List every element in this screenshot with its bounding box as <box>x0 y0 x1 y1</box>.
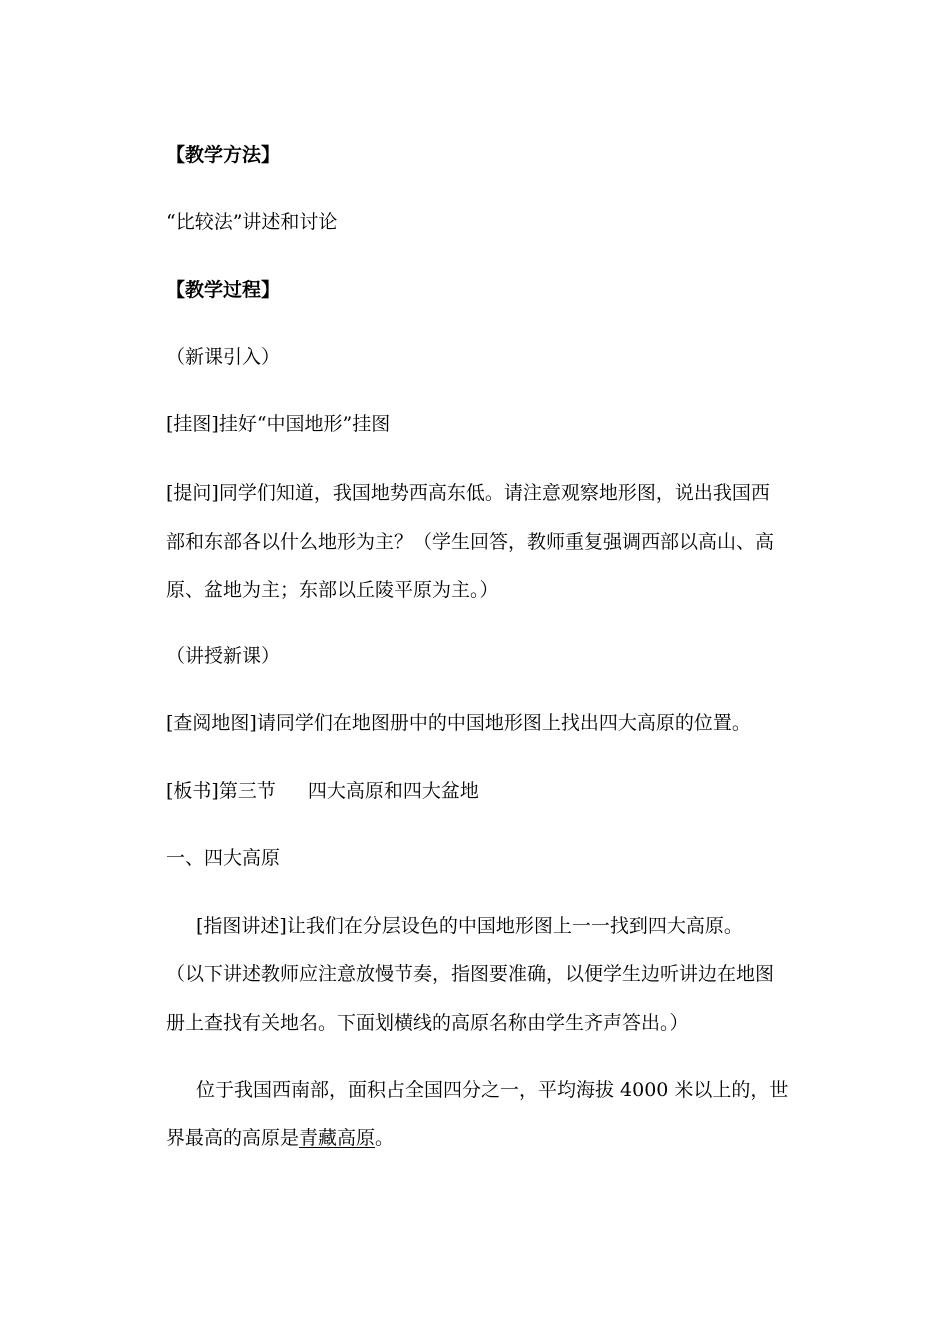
question-line-1: [提问]同学们知道，我国地势西高东低。请注意观察地形图，说出我国西 <box>166 482 770 504</box>
four-plateaus-subheading: 一、四大高原 <box>166 847 281 869</box>
new-lesson-label: （讲授新课） <box>166 645 281 667</box>
teaching-method-text: “比较法”讲述和讨论 <box>166 211 338 233</box>
blackboard-tag: [板书]第三节 <box>166 780 276 802</box>
teaching-method-heading: 【教学方法】 <box>166 144 281 166</box>
qinghai-line-2-suffix: 。 <box>375 1127 395 1149</box>
blackboard-title: 四大高原和四大盆地 <box>307 780 479 802</box>
pointing-line-2: （以下讲述教师应注意放慢节奏，指图要准确，以便学生边听讲边在地图 <box>166 963 775 985</box>
lookup-map-line: [查阅地图]请同学们在地图册中的中国地形图上找出四大高原的位置。 <box>166 712 751 734</box>
question-line-3: 原、盆地为主；东部以丘陵平原为主。） <box>166 579 499 601</box>
qinghai-plateau-answer: 青藏高原 <box>299 1127 376 1149</box>
hang-map-line: [挂图]挂好“中国地形”挂图 <box>166 413 391 435</box>
pointing-line-3: 册上查找有关地名。下面划横线的高原名称由学生齐声答出。） <box>166 1012 689 1034</box>
teaching-process-heading: 【教学过程】 <box>166 279 281 301</box>
qinghai-line-2 <box>166 1126 806 1150</box>
qinghai-line-1: 位于我国西南部，面积占全国四分之一，平均海拔 4000 米以上的，世 <box>196 1079 789 1101</box>
question-line-2: 部和东部各以什么地形为主？（学生回答，教师重复强调西部以高山、高 <box>166 531 775 553</box>
intro-label: （新课引入） <box>166 346 281 368</box>
pointing-line-1: [指图讲述]让我们在分层设色的中国地形图上一一找到四大高原。 <box>196 915 743 937</box>
blackboard-line <box>166 779 806 803</box>
qinghai-line-2-prefix: 界最高的高原是 <box>166 1127 300 1149</box>
